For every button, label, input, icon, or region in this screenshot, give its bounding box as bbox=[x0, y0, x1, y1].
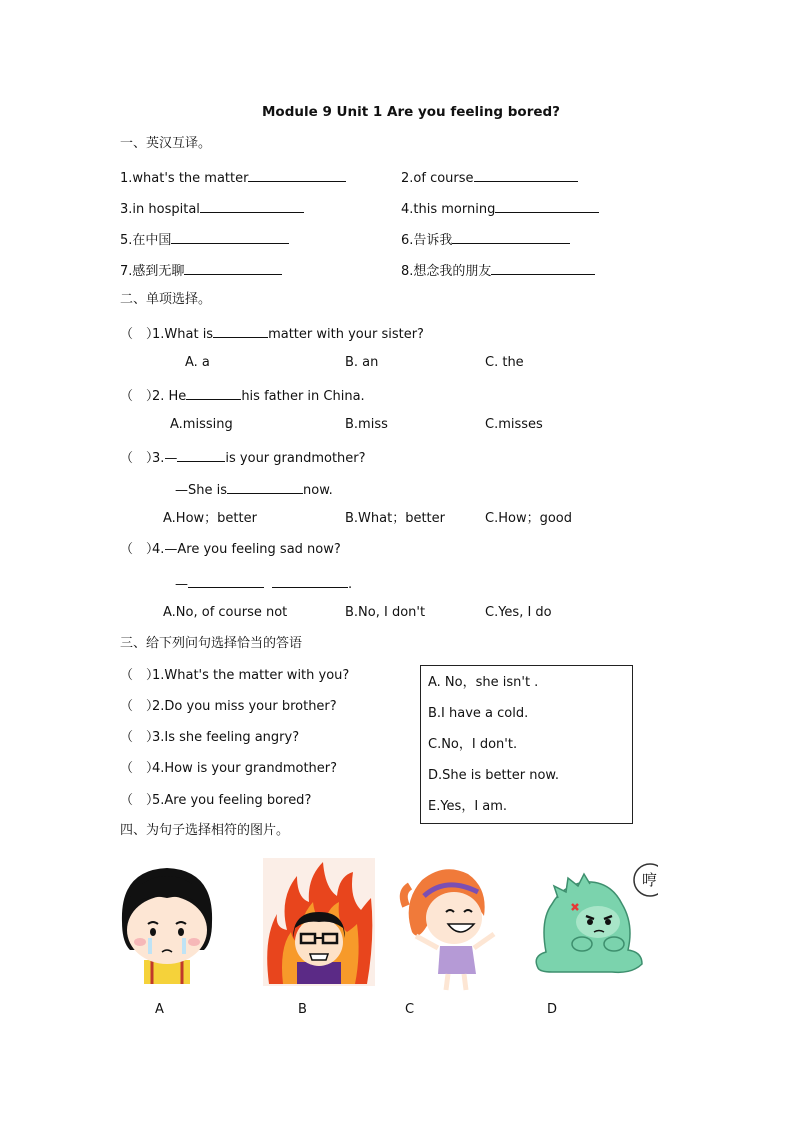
answer-paren[interactable]: （ ） bbox=[120, 451, 160, 466]
translation-item-1: 1.what's the matter bbox=[120, 168, 346, 187]
answer-paren[interactable]: （ ） bbox=[120, 793, 160, 808]
mc-question-3: （ ）3.— is your grandmother? bbox=[120, 448, 366, 467]
match-question-1: （ ）1.What's the matter with you? bbox=[120, 668, 350, 683]
answer-paren[interactable]: （ ） bbox=[120, 327, 160, 342]
section2-heading: 二、单项选择。 bbox=[120, 292, 212, 307]
answer-blank[interactable] bbox=[248, 168, 346, 182]
match-question-3: （ ）3.Is she feeling angry? bbox=[120, 730, 300, 745]
translation-item-8: 8.想念我的朋友 bbox=[401, 261, 595, 280]
answer-paren[interactable]: （ ） bbox=[120, 761, 160, 776]
picture-label-a: A bbox=[155, 1002, 164, 1017]
answer-option-c: C.No，I don't. bbox=[428, 737, 518, 752]
q4-option-c: C.Yes, I do bbox=[485, 605, 552, 620]
answer-blank[interactable] bbox=[184, 261, 282, 275]
translation-item-6: 6.告诉我 bbox=[401, 230, 570, 249]
answer-blank[interactable] bbox=[272, 574, 348, 588]
answer-blank[interactable] bbox=[213, 324, 268, 338]
match-question-5: （ ）5.Are you feeling bored? bbox=[120, 793, 312, 808]
answer-paren[interactable]: （ ） bbox=[120, 730, 160, 745]
mc-question-2: （ ）2. He his father in China. bbox=[120, 386, 365, 405]
answer-paren[interactable]: （ ） bbox=[120, 389, 160, 404]
q2-option-b: B.miss bbox=[345, 417, 388, 432]
answer-paren[interactable]: （ ） bbox=[120, 699, 160, 714]
mc-question-1: （ ）1.What is matter with your sister? bbox=[120, 324, 424, 343]
q4-option-b: B.No, I don't bbox=[345, 605, 426, 620]
angry-boy-picture bbox=[263, 858, 375, 986]
q3-option-b: B.What；better bbox=[345, 511, 445, 526]
q3-option-c: C.How；good bbox=[485, 511, 572, 526]
picture-label-d: D bbox=[547, 1002, 558, 1017]
answer-blank[interactable] bbox=[188, 574, 264, 588]
match-question-2: （ ）2.Do you miss your brother? bbox=[120, 699, 337, 714]
translation-item-3: 3.in hospital bbox=[120, 199, 304, 218]
picture-label-c: C bbox=[405, 1002, 415, 1017]
answer-blank[interactable] bbox=[452, 230, 570, 244]
translation-item-2: 2.of course bbox=[401, 168, 578, 187]
translation-item-5: 5.在中国 bbox=[120, 230, 289, 249]
happy-girl-picture bbox=[398, 862, 500, 992]
answer-blank[interactable] bbox=[474, 168, 578, 182]
q1-option-a: A. a bbox=[185, 355, 210, 370]
answer-option-e: E.Yes，I am. bbox=[428, 799, 508, 814]
translation-item-7: 7.感到无聊 bbox=[120, 261, 282, 280]
answer-option-b: B.I have a cold. bbox=[428, 706, 529, 721]
speech-bubble-text: 哼 bbox=[642, 871, 658, 889]
translation-item-4: 4.this morning bbox=[401, 199, 599, 218]
answer-option-a: A. No，she isn't . bbox=[428, 675, 539, 690]
q3-option-a: A.How；better bbox=[163, 511, 257, 526]
q2-option-c: C.misses bbox=[485, 417, 543, 432]
page-title: Module 9 Unit 1 Are you feeling bored? bbox=[262, 104, 561, 120]
sad-girl-picture bbox=[112, 862, 222, 984]
answer-blank[interactable] bbox=[227, 480, 303, 494]
grumpy-dinosaur-picture bbox=[532, 860, 658, 978]
match-question-4: （ ）4.How is your grandmother? bbox=[120, 761, 338, 776]
q4-line2: — . bbox=[175, 574, 352, 593]
answer-blank[interactable] bbox=[200, 199, 304, 213]
picture-label-b: B bbox=[298, 1002, 307, 1017]
answer-paren[interactable]: （ ） bbox=[120, 542, 160, 557]
answer-blank[interactable] bbox=[171, 230, 289, 244]
answer-blank[interactable] bbox=[186, 386, 241, 400]
mc-question-4: （ ）4.—Are you feeling sad now? bbox=[120, 542, 341, 557]
q4-option-a: A.No, of course not bbox=[163, 605, 288, 620]
answer-blank[interactable] bbox=[491, 261, 595, 275]
q1-option-c: C. the bbox=[485, 355, 524, 370]
answer-blank[interactable] bbox=[177, 448, 225, 462]
q2-option-a: A.missing bbox=[170, 417, 233, 432]
answer-option-d: D.She is better now. bbox=[428, 768, 559, 783]
answer-paren[interactable]: （ ） bbox=[120, 668, 160, 683]
section3-heading: 三、给下列问句选择恰当的答语 bbox=[120, 636, 303, 651]
q3-line2: —She is now. bbox=[175, 480, 333, 499]
q1-option-b: B. an bbox=[345, 355, 379, 370]
section4-heading: 四、为句子选择相符的图片。 bbox=[120, 823, 290, 838]
section1-heading: 一、英汉互译。 bbox=[120, 136, 212, 151]
answer-blank[interactable] bbox=[495, 199, 599, 213]
